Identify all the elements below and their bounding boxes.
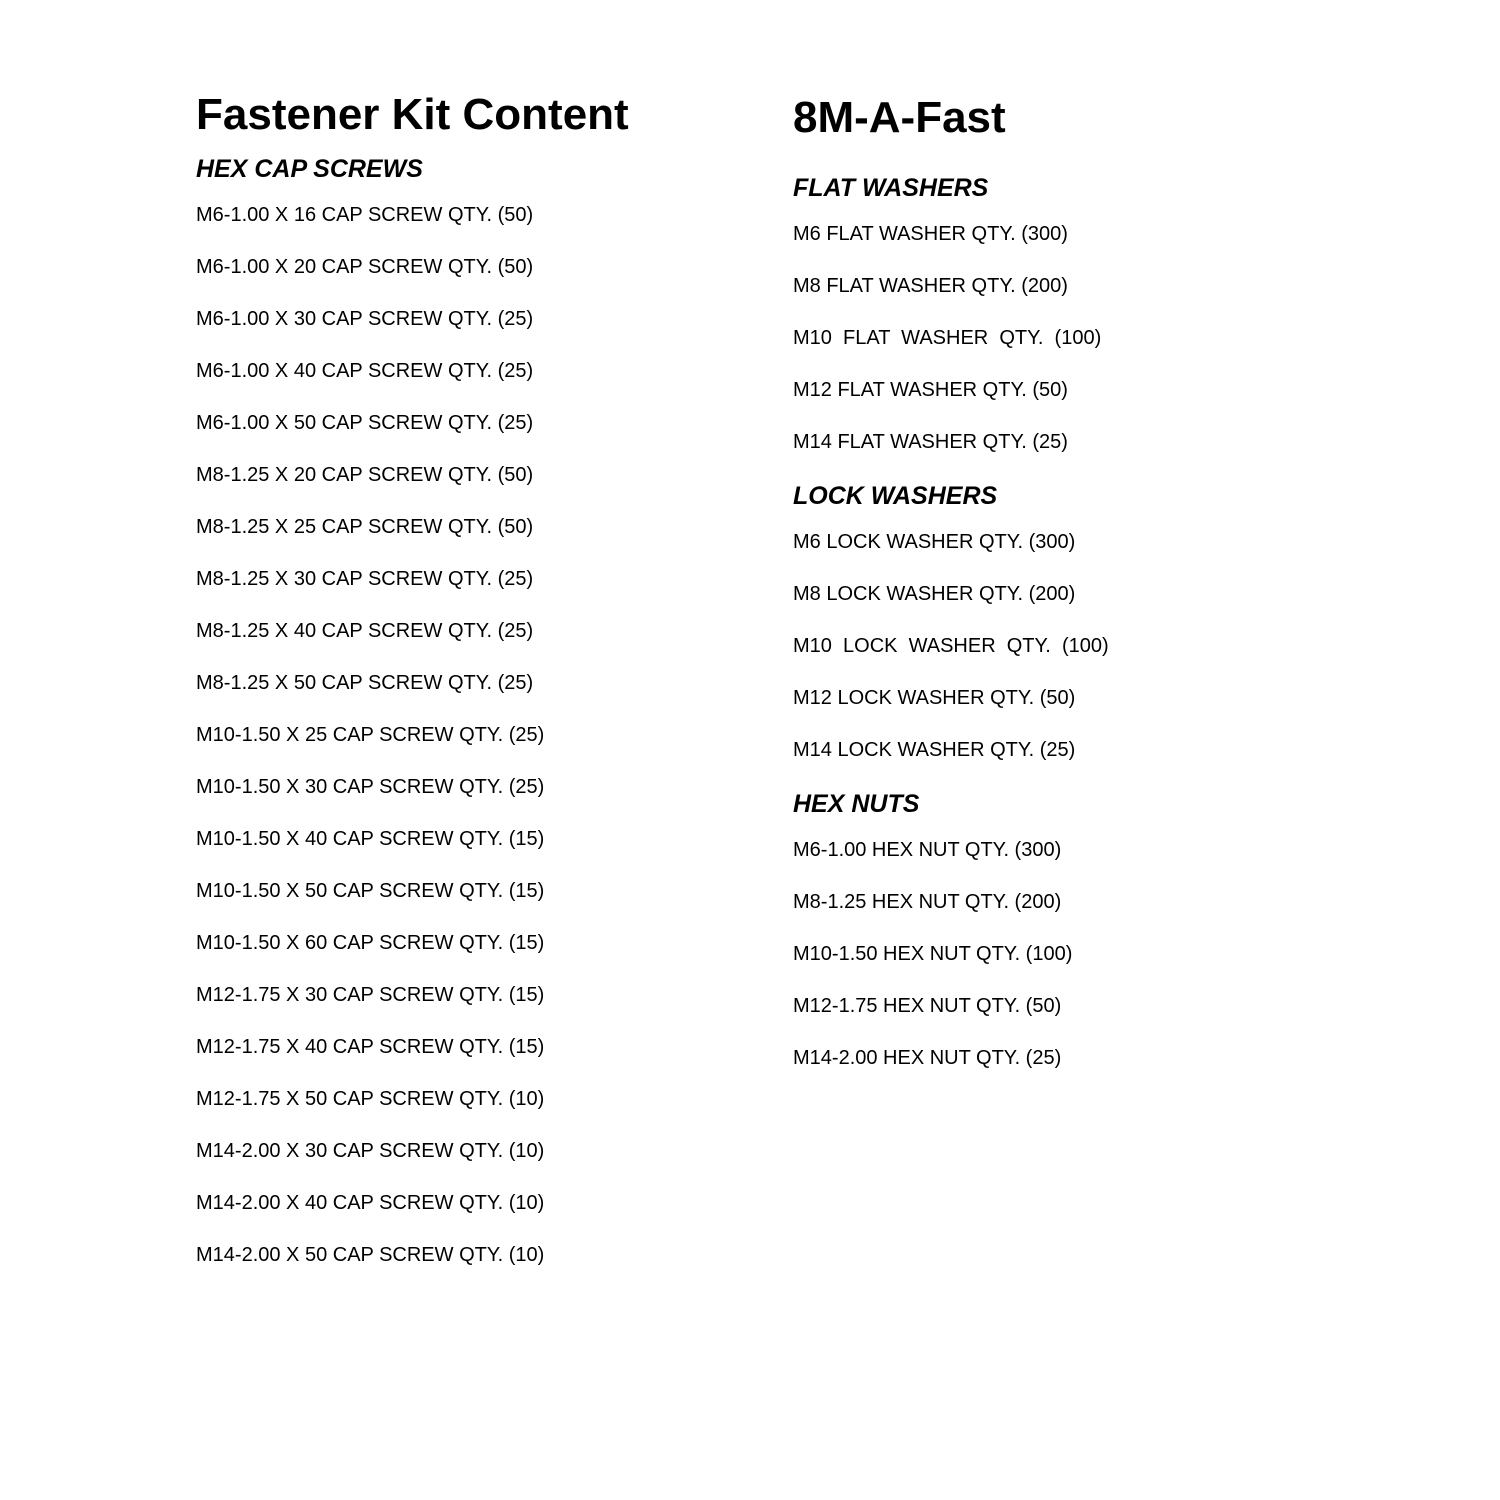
list-item: M8-1.25 HEX NUT QTY. (200) [793, 891, 1062, 913]
list-item: M10-1.50 X 25 CAP SCREW QTY. (25) [196, 724, 545, 746]
list-item: M14-2.00 X 40 CAP SCREW QTY. (10) [196, 1192, 545, 1214]
list-item: M6 FLAT WASHER QTY. (300) [793, 223, 1068, 245]
list-item: M8 LOCK WASHER QTY. (200) [793, 583, 1076, 605]
section-heading-lock-washers: LOCK WASHERS [793, 482, 998, 510]
list-item: M6-1.00 X 30 CAP SCREW QTY. (25) [196, 308, 534, 330]
list-item: M6 LOCK WASHER QTY. (300) [793, 531, 1076, 553]
list-item: M8-1.25 X 25 CAP SCREW QTY. (50) [196, 516, 534, 538]
list-item: M6-1.00 X 20 CAP SCREW QTY. (50) [196, 256, 534, 278]
list-item: M12-1.75 HEX NUT QTY. (50) [793, 995, 1062, 1017]
list-item: M12-1.75 X 30 CAP SCREW QTY. (15) [196, 984, 545, 1006]
list-item: M14-2.00 HEX NUT QTY. (25) [793, 1047, 1062, 1069]
list-item: M6-1.00 X 16 CAP SCREW QTY. (50) [196, 204, 534, 226]
list-item: M6-1.00 X 50 CAP SCREW QTY. (25) [196, 412, 534, 434]
list-item: M8 FLAT WASHER QTY. (200) [793, 275, 1068, 297]
list-item: M12-1.75 X 50 CAP SCREW QTY. (10) [196, 1088, 545, 1110]
section-heading-hex-nuts: HEX NUTS [793, 790, 920, 818]
list-item: M8-1.25 X 50 CAP SCREW QTY. (25) [196, 672, 534, 694]
list-item: M14-2.00 X 50 CAP SCREW QTY. (10) [196, 1244, 545, 1266]
section-heading-flat-washers: FLAT WASHERS [793, 174, 989, 202]
list-item: M14 FLAT WASHER QTY. (25) [793, 431, 1068, 453]
list-item: M10-1.50 X 50 CAP SCREW QTY. (15) [196, 880, 545, 902]
list-item: M10-1.50 HEX NUT QTY. (100) [793, 943, 1073, 965]
kit-name-title: 8M-A-Fast [793, 93, 1006, 142]
list-item: M12 FLAT WASHER QTY. (50) [793, 379, 1068, 401]
section-heading-hex-cap-screws: HEX CAP SCREWS [196, 155, 423, 183]
list-item: M10 LOCK WASHER QTY. (100) [793, 635, 1109, 657]
document-title: Fastener Kit Content [196, 90, 629, 139]
list-item: M12-1.75 X 40 CAP SCREW QTY. (15) [196, 1036, 545, 1058]
list-item: M10-1.50 X 40 CAP SCREW QTY. (15) [196, 828, 545, 850]
list-item: M10-1.50 X 30 CAP SCREW QTY. (25) [196, 776, 545, 798]
list-item: M10-1.50 X 60 CAP SCREW QTY. (15) [196, 932, 545, 954]
list-item: M6-1.00 HEX NUT QTY. (300) [793, 839, 1062, 861]
left-column [196, 90, 756, 1294]
list-item: M10 FLAT WASHER QTY. (100) [793, 327, 1102, 349]
list-item: M6-1.00 X 40 CAP SCREW QTY. (25) [196, 360, 534, 382]
list-item: M8-1.25 X 30 CAP SCREW QTY. (25) [196, 568, 534, 590]
list-item: M8-1.25 X 40 CAP SCREW QTY. (25) [196, 620, 534, 642]
list-item: M8-1.25 X 20 CAP SCREW QTY. (50) [196, 464, 534, 486]
list-item: M12 LOCK WASHER QTY. (50) [793, 687, 1076, 709]
list-item: M14-2.00 X 30 CAP SCREW QTY. (10) [196, 1140, 545, 1162]
list-item: M14 LOCK WASHER QTY. (25) [793, 739, 1076, 761]
right-column [793, 93, 1353, 1097]
